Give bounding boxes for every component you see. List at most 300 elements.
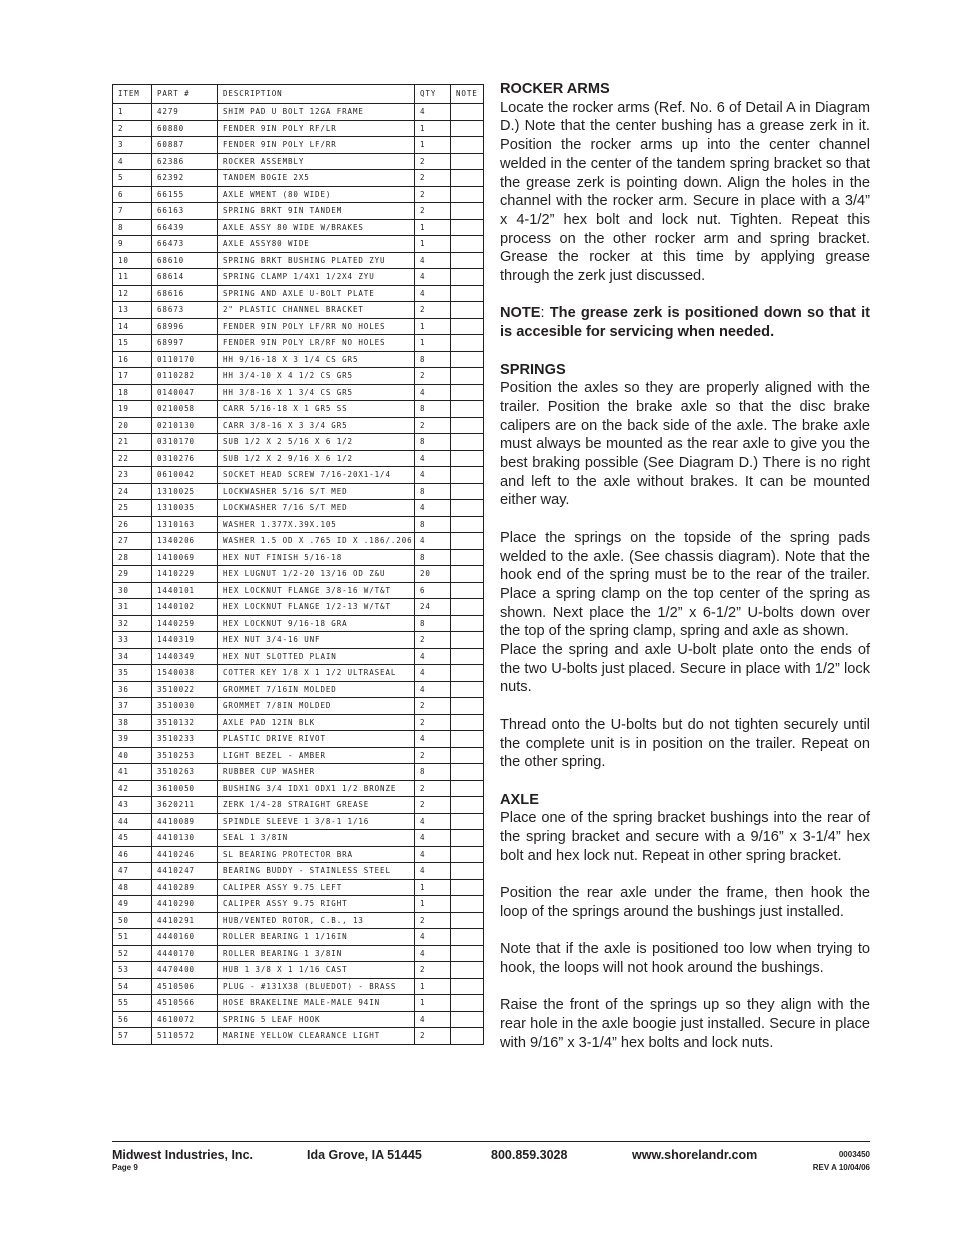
cell-description: FENDER 9IN POLY LF/RR — [218, 137, 415, 154]
cell-item: 49 — [113, 896, 152, 913]
cell-item: 56 — [113, 1011, 152, 1028]
table-row — [113, 945, 484, 962]
cell-note — [451, 1028, 484, 1045]
cell-note — [451, 302, 484, 319]
cell-note — [451, 846, 484, 863]
cell-note — [451, 714, 484, 731]
cell-item: 46 — [113, 846, 152, 863]
cell-description: GROMMET 7/8IN MOLDED — [218, 698, 415, 715]
cell-description: RUBBER CUP WASHER — [218, 764, 415, 781]
cell-part-number: 1440349 — [152, 648, 218, 665]
springs-paragraph-4: Thread onto the U-bolts but do not tighten securely until the complete unit is in position on the trailer. Repeat on the other spring. — [500, 716, 870, 771]
cell-item: 7 — [113, 203, 152, 220]
table-row — [113, 434, 484, 451]
table-row — [113, 285, 484, 302]
cell-qty: 1 — [415, 236, 451, 253]
rocker-arms-heading: ROCKER ARMS — [500, 81, 610, 97]
cell-part-number: 3510233 — [152, 731, 218, 748]
cell-item: 37 — [113, 698, 152, 715]
cell-description: FENDER 9IN POLY RF/LR — [218, 120, 415, 137]
header-description: DESCRIPTION — [218, 85, 415, 104]
cell-qty: 8 — [415, 516, 451, 533]
cell-note — [451, 615, 484, 632]
table-row — [113, 384, 484, 401]
table-row — [113, 170, 484, 187]
cell-part-number: 4440160 — [152, 929, 218, 946]
springs-paragraph-1: Position the axles so they are properly aligned with the trailer. Position the brake axle so that the disc brake calipers are on the back side of the axle. The brake axle must always be mounted as the rear axle to give you the best braking possible (See Diagram D.) There is no right and left to the axle without brakes. It can be mounted either way. — [500, 380, 870, 509]
cell-note — [451, 219, 484, 236]
cell-note — [451, 632, 484, 649]
note-paragraph — [500, 304, 870, 341]
cell-qty: 4 — [415, 533, 451, 550]
cell-item: 54 — [113, 978, 152, 995]
cell-item: 15 — [113, 335, 152, 352]
cell-note — [451, 401, 484, 418]
cell-item: 19 — [113, 401, 152, 418]
cell-item: 18 — [113, 384, 152, 401]
cell-item: 17 — [113, 368, 152, 385]
cell-part-number: 62386 — [152, 153, 218, 170]
cell-qty: 1 — [415, 879, 451, 896]
cell-item: 39 — [113, 731, 152, 748]
springs-heading: SPRINGS — [500, 361, 566, 378]
cell-note — [451, 1011, 484, 1028]
cell-qty: 1 — [415, 896, 451, 913]
cell-note — [451, 203, 484, 220]
table-row — [113, 269, 484, 286]
cell-note — [451, 962, 484, 979]
cell-note — [451, 879, 484, 896]
cell-description: HH 3/4-10 X 4 1/2 CS GR5 — [218, 368, 415, 385]
cell-item: 21 — [113, 434, 152, 451]
cell-item: 24 — [113, 483, 152, 500]
cell-qty: 2 — [415, 153, 451, 170]
cell-part-number: 68610 — [152, 252, 218, 269]
table-row — [113, 483, 484, 500]
cell-description: SEAL 1 3/8IN — [218, 830, 415, 847]
table-row — [113, 879, 484, 896]
cell-qty: 1 — [415, 137, 451, 154]
table-row — [113, 137, 484, 154]
table-row — [113, 764, 484, 781]
cell-qty: 4 — [415, 945, 451, 962]
cell-part-number: 1410229 — [152, 566, 218, 583]
header-qty: QTY — [415, 85, 451, 104]
cell-description: SUB 1/2 X 2 9/16 X 6 1/2 — [218, 450, 415, 467]
cell-part-number: 4410289 — [152, 879, 218, 896]
cell-description: FENDER 9IN POLY LF/RR NO HOLES — [218, 318, 415, 335]
cell-description: ROCKER ASSEMBLY — [218, 153, 415, 170]
cell-part-number: 1440101 — [152, 582, 218, 599]
cell-part-number: 0310170 — [152, 434, 218, 451]
cell-qty: 8 — [415, 351, 451, 368]
axle-paragraph-4: Raise the front of the springs up so they align with the rear hole in the axle boogie just installed. Secure in place with 9/16” x 3-1/4” hex bolts and lock nuts. — [500, 997, 870, 1051]
cell-description: HEX NUT SLOTTED PLAIN — [218, 648, 415, 665]
cell-note — [451, 681, 484, 698]
cell-qty: 1 — [415, 995, 451, 1012]
table-row — [113, 549, 484, 566]
cell-item: 40 — [113, 747, 152, 764]
cell-qty: 2 — [415, 698, 451, 715]
cell-note — [451, 896, 484, 913]
cell-part-number: 0210058 — [152, 401, 218, 418]
table-row — [113, 236, 484, 253]
cell-item: 26 — [113, 516, 152, 533]
cell-part-number: 1310035 — [152, 500, 218, 517]
cell-note — [451, 698, 484, 715]
cell-item: 43 — [113, 797, 152, 814]
cell-qty: 4 — [415, 104, 451, 121]
cell-qty: 6 — [415, 582, 451, 599]
cell-part-number: 3510030 — [152, 698, 218, 715]
cell-description: ZERK 1/4-28 STRAIGHT GREASE — [218, 797, 415, 814]
cell-description: PLUG - #131X38 (BLUEDOT) - BRASS — [218, 978, 415, 995]
cell-item: 57 — [113, 1028, 152, 1045]
cell-part-number: 3510263 — [152, 764, 218, 781]
cell-note — [451, 120, 484, 137]
cell-part-number: 1310025 — [152, 483, 218, 500]
cell-note — [451, 978, 484, 995]
cell-note — [451, 863, 484, 880]
cell-note — [451, 137, 484, 154]
table-row — [113, 665, 484, 682]
cell-part-number: 1440319 — [152, 632, 218, 649]
table-row — [113, 648, 484, 665]
cell-description: BUSHING 3/4 IDX1 ODX1 1/2 BRONZE — [218, 780, 415, 797]
cell-qty: 4 — [415, 648, 451, 665]
cell-part-number: 4410089 — [152, 813, 218, 830]
table-row — [113, 797, 484, 814]
cell-description: HEX LOCKNUT 9/16-18 GRA — [218, 615, 415, 632]
table-row — [113, 351, 484, 368]
cell-qty: 8 — [415, 483, 451, 500]
cell-item: 4 — [113, 153, 152, 170]
cell-part-number: 68614 — [152, 269, 218, 286]
table-row — [113, 153, 484, 170]
table-row — [113, 698, 484, 715]
cell-qty: 8 — [415, 434, 451, 451]
cell-item: 36 — [113, 681, 152, 698]
cell-item: 30 — [113, 582, 152, 599]
axle-paragraph-2: Position the rear axle under the frame, then hook the loop of the springs around the bushings just installed. — [500, 885, 870, 920]
cell-qty: 2 — [415, 170, 451, 187]
note-label: NOTE — [500, 305, 541, 322]
cell-part-number: 4410290 — [152, 896, 218, 913]
cell-note — [451, 104, 484, 121]
table-row — [113, 813, 484, 830]
cell-description: SOCKET HEAD SCREW 7/16-20X1-1/4 — [218, 467, 415, 484]
cell-description: CARR 3/8-16 X 3 3/4 GR5 — [218, 417, 415, 434]
cell-qty: 4 — [415, 450, 451, 467]
cell-part-number: 66473 — [152, 236, 218, 253]
cell-qty: 2 — [415, 797, 451, 814]
cell-description: HEX NUT FINISH 5/16-18 — [218, 549, 415, 566]
cell-note — [451, 648, 484, 665]
cell-item: 3 — [113, 137, 152, 154]
cell-item: 35 — [113, 665, 152, 682]
cell-qty: 4 — [415, 285, 451, 302]
cell-qty: 8 — [415, 615, 451, 632]
cell-note — [451, 566, 484, 583]
cell-description: SPRING BRKT BUSHING PLATED ZYU — [218, 252, 415, 269]
cell-qty: 4 — [415, 1011, 451, 1028]
cell-part-number: 4510506 — [152, 978, 218, 995]
cell-part-number: 4440170 — [152, 945, 218, 962]
cell-item: 33 — [113, 632, 152, 649]
cell-item: 50 — [113, 912, 152, 929]
cell-item: 23 — [113, 467, 152, 484]
cell-note — [451, 417, 484, 434]
cell-part-number: 3510022 — [152, 681, 218, 698]
cell-item: 13 — [113, 302, 152, 319]
cell-note — [451, 252, 484, 269]
springs-paragraph-2: Place the springs on the topside of the spring pads welded to the axle. (See chassis diagram). Note that the hook end of the spring must be to the rear of the trailer. Place a spring clamp on the top center of the spring as shown. Next place the 1/2” x 6-1/2” U-bolts down over the top of the spring clamp, spring and axle as shown. — [500, 529, 870, 640]
cell-qty: 4 — [415, 269, 451, 286]
cell-note — [451, 780, 484, 797]
table-row — [113, 681, 484, 698]
parts-table-body — [113, 104, 484, 1045]
footer-doc-number: 0003450 — [838, 1150, 870, 1159]
cell-part-number: 3510132 — [152, 714, 218, 731]
cell-description: SPRING CLAMP 1/4X1 1/2X4 ZYU — [218, 269, 415, 286]
cell-item: 1 — [113, 104, 152, 121]
cell-item: 44 — [113, 813, 152, 830]
cell-note — [451, 153, 484, 170]
cell-note — [451, 830, 484, 847]
cell-item: 6 — [113, 186, 152, 203]
table-row — [113, 912, 484, 929]
cell-description: HEX LOCKNUT FLANGE 1/2-13 W/T&T — [218, 599, 415, 616]
cell-item: 55 — [113, 995, 152, 1012]
cell-description: HOSE BRAKELINE MALE-MALE 94IN — [218, 995, 415, 1012]
cell-item: 2 — [113, 120, 152, 137]
cell-description: ROLLER BEARING 1 3/8IN — [218, 945, 415, 962]
cell-qty: 2 — [415, 747, 451, 764]
cell-item: 51 — [113, 929, 152, 946]
cell-qty: 8 — [415, 401, 451, 418]
cell-part-number: 60880 — [152, 120, 218, 137]
cell-item: 41 — [113, 764, 152, 781]
cell-description: CALIPER ASSY 9.75 LEFT — [218, 879, 415, 896]
cell-qty: 4 — [415, 665, 451, 682]
cell-description: HUB 1 3/8 X 1 1/16 CAST — [218, 962, 415, 979]
cell-description: HEX LUGNUT 1/2-20 13/16 OD Z&U — [218, 566, 415, 583]
cell-item: 22 — [113, 450, 152, 467]
cell-description: AXLE ASSY 80 WIDE W/BRAKES — [218, 219, 415, 236]
table-row — [113, 450, 484, 467]
cell-description: GROMMET 7/16IN MOLDED — [218, 681, 415, 698]
cell-note — [451, 599, 484, 616]
cell-note — [451, 467, 484, 484]
cell-part-number: 1310163 — [152, 516, 218, 533]
cell-part-number: 0110170 — [152, 351, 218, 368]
cell-description: HEX NUT 3/4-16 UNF — [218, 632, 415, 649]
cell-note — [451, 945, 484, 962]
cell-description: SPRING 5 LEAF HOOK — [218, 1011, 415, 1028]
cell-description: FENDER 9IN POLY LR/RF NO HOLES — [218, 335, 415, 352]
cell-qty: 1 — [415, 335, 451, 352]
cell-description: CALIPER ASSY 9.75 RIGHT — [218, 896, 415, 913]
cell-description: AXLE PAD 12IN BLK — [218, 714, 415, 731]
footer-location: Ida Grove, IA 51445 — [307, 1148, 422, 1162]
cell-part-number: 0210130 — [152, 417, 218, 434]
cell-description: AXLE WMENT (80 WIDE) — [218, 186, 415, 203]
cell-part-number: 3610050 — [152, 780, 218, 797]
cell-part-number: 4279 — [152, 104, 218, 121]
table-row — [113, 533, 484, 550]
cell-description: AXLE ASSY80 WIDE — [218, 236, 415, 253]
cell-note — [451, 929, 484, 946]
cell-part-number: 4470400 — [152, 962, 218, 979]
cell-qty: 1 — [415, 120, 451, 137]
cell-part-number: 68997 — [152, 335, 218, 352]
table-row — [113, 714, 484, 731]
cell-note — [451, 912, 484, 929]
cell-item: 8 — [113, 219, 152, 236]
parts-list-table — [112, 84, 484, 1045]
cell-part-number: 0110282 — [152, 368, 218, 385]
cell-part-number: 4610072 — [152, 1011, 218, 1028]
cell-description: ROLLER BEARING 1 1/16IN — [218, 929, 415, 946]
cell-note — [451, 995, 484, 1012]
cell-qty: 4 — [415, 929, 451, 946]
cell-item: 14 — [113, 318, 152, 335]
cell-note — [451, 384, 484, 401]
cell-item: 45 — [113, 830, 152, 847]
cell-description: HUB/VENTED ROTOR, C.B., 13 — [218, 912, 415, 929]
table-row — [113, 995, 484, 1012]
cell-description: LOCKWASHER 7/16 S/T MED — [218, 500, 415, 517]
table-row — [113, 582, 484, 599]
cell-description: SPINDLE SLEEVE 1 3/8-1 1/16 — [218, 813, 415, 830]
cell-part-number: 68616 — [152, 285, 218, 302]
cell-item: 28 — [113, 549, 152, 566]
cell-qty: 4 — [415, 863, 451, 880]
header-part-number: PART # — [152, 85, 218, 104]
footer-page-number: Page 9 — [112, 1163, 138, 1172]
cell-part-number: 66155 — [152, 186, 218, 203]
cell-description: WASHER 1.377X.39X.105 — [218, 516, 415, 533]
cell-part-number: 4510566 — [152, 995, 218, 1012]
cell-description: MARINE YELLOW CLEARANCE LIGHT — [218, 1028, 415, 1045]
cell-part-number: 0610042 — [152, 467, 218, 484]
cell-description: SUB 1/2 X 2 5/16 X 6 1/2 — [218, 434, 415, 451]
table-row — [113, 401, 484, 418]
cell-part-number: 66163 — [152, 203, 218, 220]
note-text: The grease zerk is positioned down so that it is accesible for servicing when needed. — [500, 305, 870, 341]
cell-item: 5 — [113, 170, 152, 187]
cell-note — [451, 665, 484, 682]
instructions-column — [500, 80, 870, 1052]
cell-note — [451, 335, 484, 352]
cell-qty: 4 — [415, 384, 451, 401]
cell-qty: 2 — [415, 368, 451, 385]
cell-qty: 2 — [415, 632, 451, 649]
cell-item: 52 — [113, 945, 152, 962]
cell-item: 38 — [113, 714, 152, 731]
header-item: ITEM — [113, 85, 152, 104]
cell-description: 2" PLASTIC CHANNEL BRACKET — [218, 302, 415, 319]
cell-note — [451, 483, 484, 500]
cell-qty: 1 — [415, 978, 451, 995]
cell-part-number: 62392 — [152, 170, 218, 187]
table-row — [113, 219, 484, 236]
cell-note — [451, 797, 484, 814]
table-row — [113, 302, 484, 319]
cell-part-number: 1410069 — [152, 549, 218, 566]
axle-paragraph-1: Place one of the spring bracket bushings into the rear of the spring bracket and secure with a 9/16” x 3-1/4” hex bolt and hex lock nut. Repeat in other spring bracket. — [500, 810, 870, 864]
cell-part-number: 5110572 — [152, 1028, 218, 1045]
cell-note — [451, 582, 484, 599]
cell-item: 31 — [113, 599, 152, 616]
rocker-arms-text: Locate the rocker arms (Ref. No. 6 of Detail A in Diagram D.) Note that the center bushing has a grease zerk in it. Position the rocker arms up into the center channel welded in the center of the tandem spring bracket so that the grease zerk is pointing down. Align the holes in the channel with the rocker arm. Secure in place with a 3/4” x 4-1/2” hex bolt and lock nut. Tighten. Repeat this process on the other rocker arm and spring bracket. Grease the rocker at this time by applying grease through the zerk just discussed. — [500, 99, 870, 285]
table-row — [113, 516, 484, 533]
cell-qty: 4 — [415, 500, 451, 517]
cell-description: CARR 5/16-18 X 1 GR5 SS — [218, 401, 415, 418]
cell-qty: 4 — [415, 681, 451, 698]
cell-description: BEARING BUDDY - STAINLESS STEEL — [218, 863, 415, 880]
cell-note — [451, 549, 484, 566]
cell-qty: 2 — [415, 1028, 451, 1045]
cell-qty: 4 — [415, 731, 451, 748]
cell-part-number: 60887 — [152, 137, 218, 154]
cell-description: HEX LOCKNUT FLANGE 3/8-16 W/T&T — [218, 582, 415, 599]
cell-note — [451, 269, 484, 286]
cell-qty: 2 — [415, 714, 451, 731]
axle-heading: AXLE — [500, 791, 539, 808]
cell-part-number: 1440102 — [152, 599, 218, 616]
table-row — [113, 846, 484, 863]
cell-description: HH 3/8-16 X 1 3/4 CS GR5 — [218, 384, 415, 401]
cell-part-number: 1440259 — [152, 615, 218, 632]
cell-note — [451, 170, 484, 187]
table-row — [113, 186, 484, 203]
cell-description: COTTER KEY 1/8 X 1 1/2 ULTRASEAL — [218, 665, 415, 682]
table-row — [113, 417, 484, 434]
cell-description: PLASTIC DRIVE RIVOT — [218, 731, 415, 748]
cell-note — [451, 500, 484, 517]
cell-part-number: 68673 — [152, 302, 218, 319]
table-row — [113, 318, 484, 335]
springs-paragraph-3: Place the spring and axle U-bolt plate onto the ends of the two U-bolts just placed. Secure in place with 1/2” lock nuts. — [500, 642, 870, 696]
cell-qty: 2 — [415, 186, 451, 203]
cell-description: SPRING BRKT 9IN TANDEM — [218, 203, 415, 220]
footer-divider — [112, 1141, 870, 1142]
cell-part-number: 0140047 — [152, 384, 218, 401]
table-row — [113, 731, 484, 748]
cell-part-number: 0310276 — [152, 450, 218, 467]
cell-qty: 2 — [415, 912, 451, 929]
table-row — [113, 830, 484, 847]
table-row — [113, 566, 484, 583]
cell-note — [451, 533, 484, 550]
table-row — [113, 104, 484, 121]
cell-qty: 8 — [415, 764, 451, 781]
cell-item: 53 — [113, 962, 152, 979]
table-row — [113, 615, 484, 632]
axle-paragraph-3: Note that if the axle is positioned too low when trying to hook, the loops will not hook around the bushings. — [500, 941, 870, 976]
cell-part-number: 4410291 — [152, 912, 218, 929]
cell-part-number: 68996 — [152, 318, 218, 335]
cell-note — [451, 368, 484, 385]
cell-part-number: 1340206 — [152, 533, 218, 550]
cell-qty: 4 — [415, 467, 451, 484]
cell-item: 10 — [113, 252, 152, 269]
cell-item: 16 — [113, 351, 152, 368]
cell-part-number: 4410130 — [152, 830, 218, 847]
footer-website: www.shorelandr.com — [632, 1148, 758, 1162]
cell-qty: 4 — [415, 813, 451, 830]
